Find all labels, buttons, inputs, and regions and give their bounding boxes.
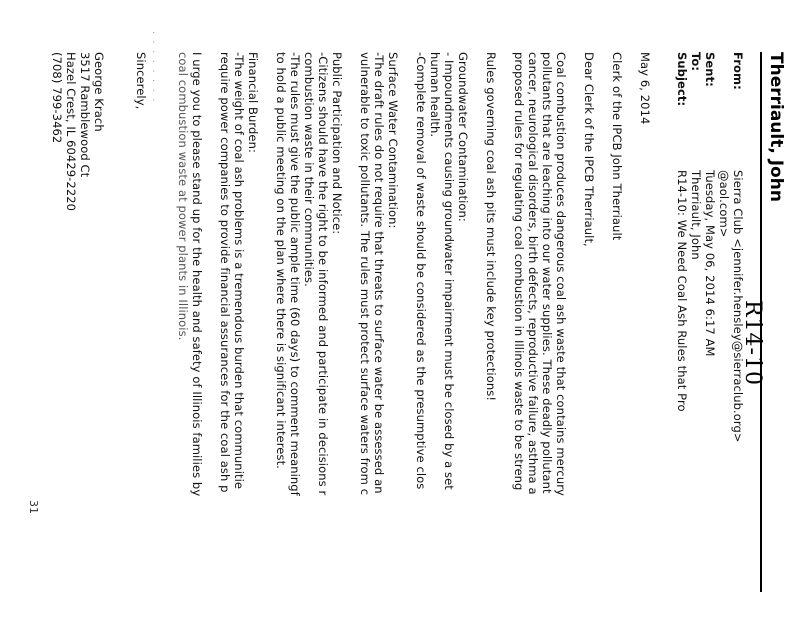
- surface-water-line: vulnerable to toxic pollutants. The rules must protect surface waters from c: [358, 52, 372, 496]
- surface-water-heading: Surface Water Contamination:: [386, 52, 400, 229]
- scan-artifact: . . . . . . . .: [151, 30, 160, 103]
- from-value: Sierra Club <jennifer.hensley@sierraclub.org>: [731, 170, 745, 443]
- from-label: From:: [731, 52, 745, 90]
- groundwater-heading: Groundwater Contamination:: [456, 52, 470, 222]
- intro-line: proposed rules for regulating coal combustion in Illinois waste to be streng: [512, 52, 526, 491]
- letter-date: May 6, 2014: [638, 52, 652, 125]
- public-participation-line: to hold a public meeting on the plan where there is significant interest.: [274, 52, 288, 469]
- recipient: Clerk of the IPCB John Therriault: [610, 52, 624, 241]
- public-participation-heading: Public Participation and Notice:: [330, 52, 344, 235]
- closing-line: coal combustion waste at power plants in Illinois.: [176, 52, 190, 341]
- key-protections-line: Rules governing coal ash pits must include key protections!: [484, 52, 498, 402]
- sent-value: Tuesday, May 06, 2014 6:17 AM: [703, 170, 717, 357]
- intro-line: Coal combustion produces dangerous coal ash waste that contains mercury: [554, 52, 568, 496]
- financial-burden-line: -The weight of coal ash problems is a tremendous burden that communitie: [232, 52, 246, 490]
- subject-value: R14-10: We Need Coal Ash Rules that Pro: [675, 170, 689, 412]
- to-value: Therriault, John: [689, 170, 703, 260]
- public-participation-line: -The rules must give the public ample time (60 days) to comment meaningf: [288, 52, 302, 496]
- sent-label: Sent:: [703, 52, 717, 87]
- salutation: Dear Clerk of the IPCB Therriault,: [582, 52, 596, 247]
- intro-line: cancer, neurological disorders, birth defects, reproductive failure, asthma a: [526, 52, 540, 495]
- financial-burden-line: require power companies to provide financial assurances for the coal ash p: [218, 52, 232, 493]
- from-value-cont: @aol.com>: [717, 170, 731, 238]
- groundwater-line: human health.: [428, 52, 442, 138]
- closing-line: I urge you to please stand up for the health and safety of Illinois families by: [190, 52, 204, 497]
- intro-line: pollutants that are leaching into our water supplies. These deadly pollutant: [540, 52, 554, 494]
- page-number: 31: [27, 500, 40, 514]
- signature-line: (708) 799-3462: [50, 52, 64, 144]
- public-participation-line: -Citizens should have the right to be informed and participate in decisions r: [316, 52, 330, 496]
- financial-burden-heading: Financial Burden:: [246, 52, 260, 153]
- to-label: To:: [689, 52, 703, 72]
- groundwater-line: -Complete removal of waste should be considered as the presumptive clos: [414, 52, 428, 490]
- signoff: Sincerely,: [134, 52, 148, 110]
- surface-water-line: -The draft rules do not require that threats to surface water be assessed an: [372, 52, 386, 494]
- sender-name: Therriault, John: [766, 52, 786, 202]
- signature-line: 3517 Ramblewood Ct: [78, 52, 92, 178]
- subject-label: Subject:: [675, 52, 689, 107]
- groundwater-line: - Impoundments causing groundwater impairment must be closed by a set: [442, 52, 456, 490]
- docket-code: R14-10: [740, 300, 765, 386]
- signature-line: George Krach: [92, 52, 106, 132]
- public-participation-line: combustion waste in their communities.: [302, 52, 316, 287]
- signature-line: Hazel Crest, IL 60429-2220: [64, 52, 78, 212]
